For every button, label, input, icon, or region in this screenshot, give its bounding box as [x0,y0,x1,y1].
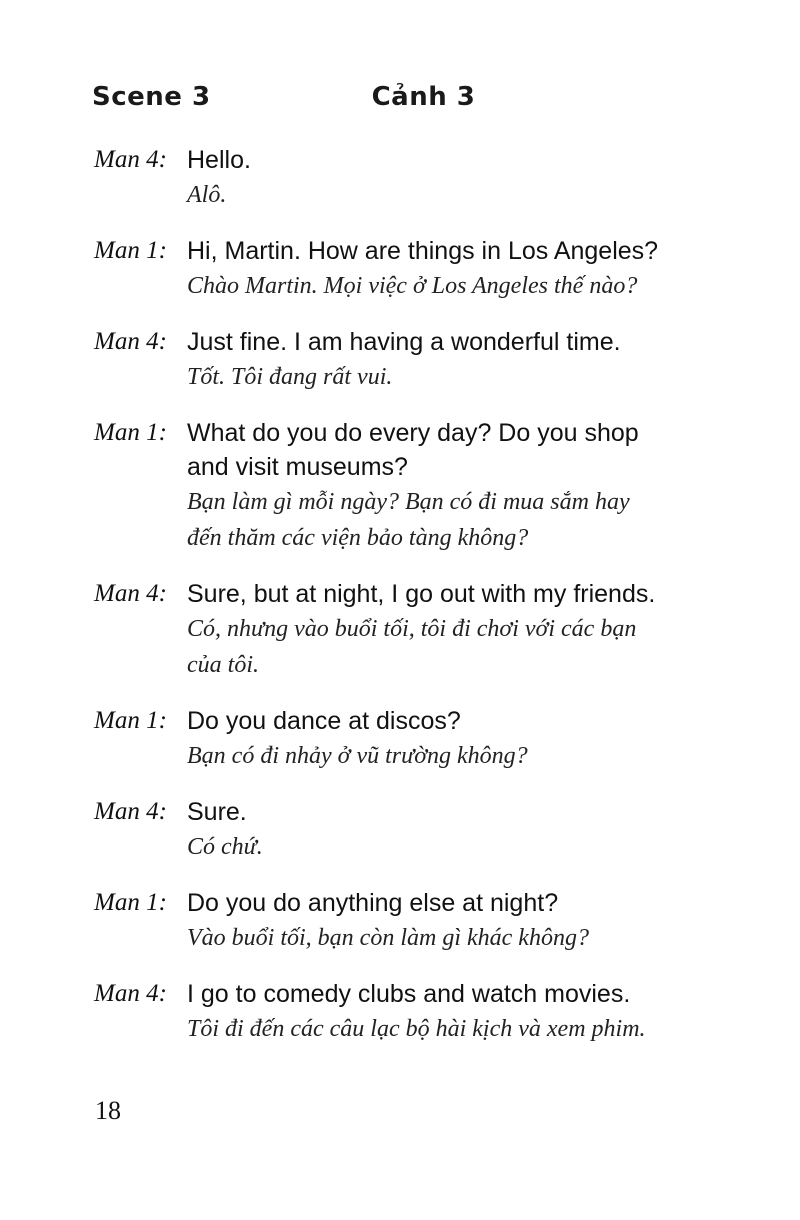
vietnamese-translation: Tôi đi đến các câu lạc bộ hài kịch và xem phim. [187,1016,646,1042]
dialogue-turn [94,577,734,683]
turn-lines [187,577,734,683]
turn-lines [187,886,734,956]
vietnamese-translation: Có chứ. [187,834,263,860]
dialogue-turn [94,143,734,213]
turn-lines [187,704,734,774]
speaker-label: Man 1: [94,419,167,446]
english-line: Sure, but at night, I go out with my friends. [187,580,656,608]
english-line: Do you do anything else at night? [187,889,559,917]
vietnamese-translation: Vào buổi tối, bạn còn làm gì khác không? [187,925,589,951]
speaker-label: Man 4: [94,146,167,173]
english-line: and visit museums? [187,453,408,481]
english-line: Sure. [187,798,247,826]
scene-title-english: Scene 3 [92,82,211,112]
vietnamese-translation: Bạn làm gì mỗi ngày? Bạn có đi mua sắm hay [187,489,630,515]
vietnamese-translation: Có, nhưng vào buổi tối, tôi đi chơi với các bạn [187,616,637,642]
english-line: Hi, Martin. How are things in Los Angeles? [187,237,659,265]
turn-lines [187,234,734,304]
english-line: Just fine. I am having a wonderful time. [187,328,621,356]
english-line: I go to comedy clubs and watch movies. [187,980,631,1008]
vietnamese-translation: đến thăm các viện bảo tàng không? [187,525,529,551]
speaker-label: Man 4: [94,328,167,355]
english-line: Do you dance at discos? [187,707,461,735]
vietnamese-translation: Bạn có đi nhảy ở vũ trường không? [187,743,528,769]
dialogue-turn [94,416,734,556]
turn-lines [187,795,734,865]
dialogue-turn [94,886,734,956]
turn-lines [187,416,734,556]
dialogue-turn [94,704,734,774]
turn-lines [187,977,734,1047]
turn-lines [187,143,734,213]
dialogue-turn [94,795,734,865]
dialogue-turn [94,234,734,304]
vietnamese-translation: của tôi. [187,652,259,678]
vietnamese-translation: Alô. [187,182,227,208]
speaker-label: Man 1: [94,237,167,264]
speaker-label: Man 4: [94,798,167,825]
speaker-label: Man 1: [94,889,167,916]
speaker-label: Man 1: [94,707,167,734]
english-line: What do you do every day? Do you shop [187,419,639,447]
dialogue-turn [94,325,734,395]
english-line: Hello. [187,146,251,174]
vietnamese-translation: Chào Martin. Mọi việc ở Los Angeles thế nào? [187,273,638,299]
scene-title-vietnamese: Cảnh 3 [371,82,476,112]
dialogue [94,143,734,1068]
dialogue-turn [94,977,734,1047]
turn-lines [187,325,734,395]
speaker-label: Man 4: [94,580,167,607]
speaker-label: Man 4: [94,980,167,1007]
scene-header [92,82,475,112]
page-number: 18 [95,1096,121,1125]
vietnamese-translation: Tốt. Tôi đang rất vui. [187,364,393,390]
